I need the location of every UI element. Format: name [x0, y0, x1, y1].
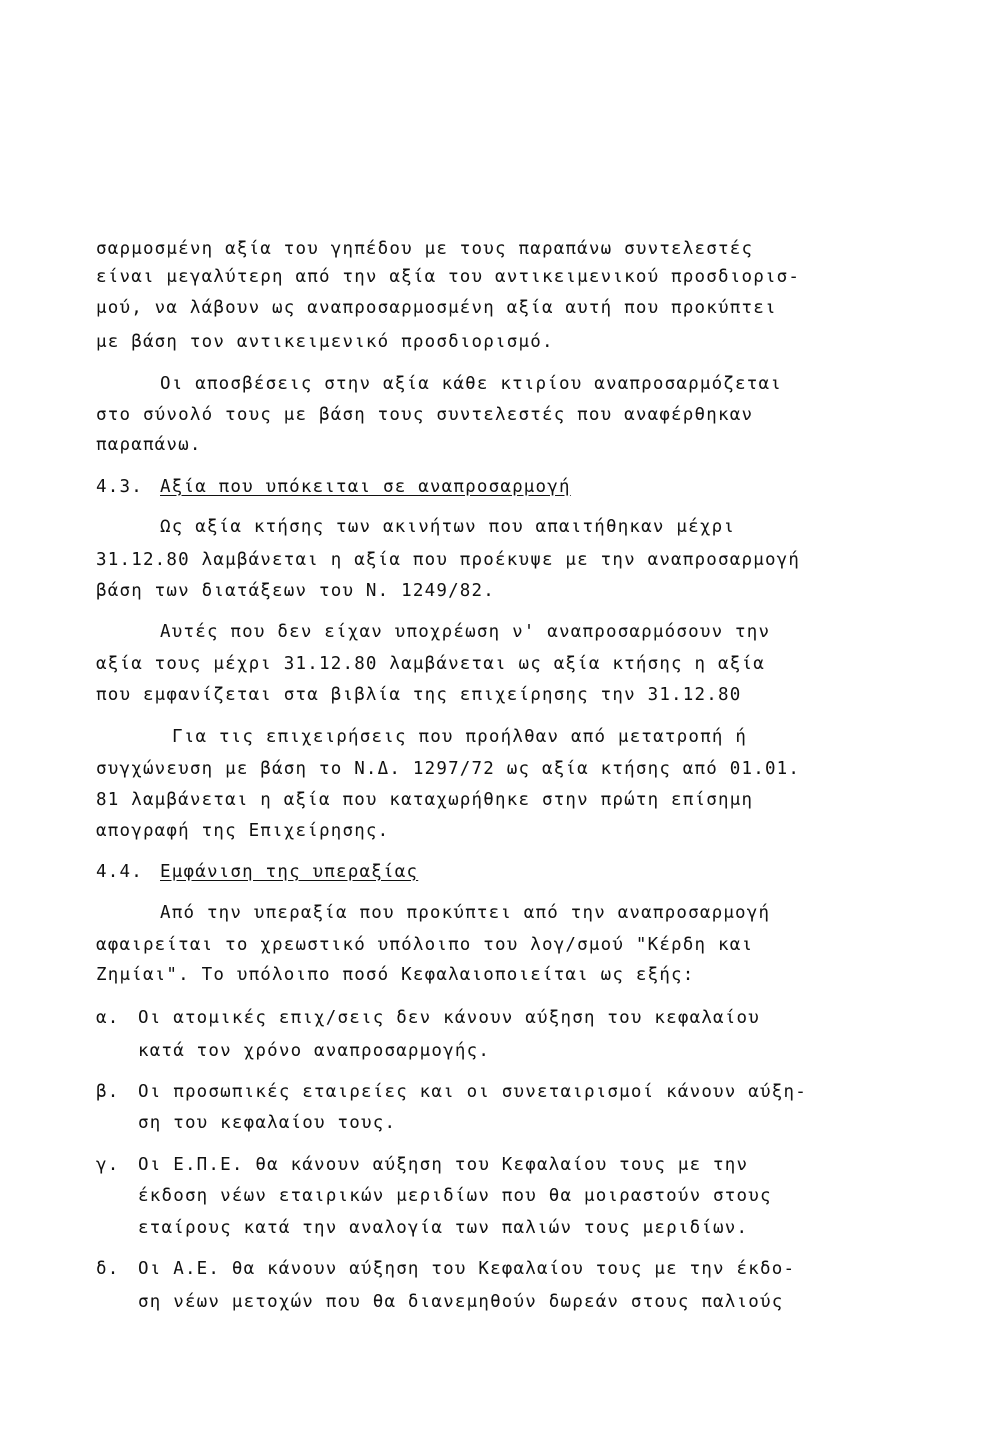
text-line: 31.12.80 λαμβάνεται η αξία που προέκυψε με την αναπροσαρμογή: [96, 550, 801, 570]
list-item-text: εταίρους κατά την αναλογία των παλιών τους μεριδίων.: [138, 1218, 749, 1238]
text-line: είναι μεγαλύτερη από την αξία του αντικειμενικού προσδιορισ-: [96, 267, 801, 287]
text-line: συγχώνευση με βάση το Ν.Δ. 1297/72 ως αξία κτήσης από 01.01.: [96, 759, 801, 779]
list-item-text: κατά τον χρόνο αναπροσαρμογής.: [138, 1041, 491, 1061]
list-item-text: Οι προσωπικές εταιρείες και οι συνεταιρισμοί κάνουν αύξη-: [138, 1082, 807, 1102]
text-line: με βάση τον αντικειμενικό προσδιορισμό.: [96, 332, 554, 352]
section-number: 4.3.: [96, 477, 143, 497]
list-item-text: Οι ατομικές επιχ/σεις δεν κάνουν αύξηση του κεφαλαίου: [138, 1008, 761, 1028]
text-line: που εμφανίζεται στα βιβλία της επιχείρησης την 31.12.80: [96, 685, 742, 705]
text-line: σαρμοσμένη αξία του γηπέδου με τους παραπάνω συντελεστές: [96, 239, 754, 259]
text-line: 81 λαμβάνεται η αξία που καταχωρήθηκε στην πρώτη επίσημη: [96, 790, 754, 810]
list-item-text: Οι Α.Ε. θα κάνουν αύξηση του Κεφαλαίου τους με την έκδο-: [138, 1259, 796, 1279]
list-item-text: ση του κεφαλαίου τους.: [138, 1113, 397, 1133]
text-line: παραπάνω.: [96, 435, 202, 455]
list-marker: β.: [96, 1082, 120, 1102]
text-line: βάση των διατάξεων του Ν. 1249/82.: [96, 581, 496, 601]
section-heading: Εμφάνιση της υπεραξίας: [160, 862, 419, 882]
text-line: Από την υπεραξία που προκύπτει από την αναπροσαρμογή: [160, 903, 771, 923]
list-marker: α.: [96, 1008, 120, 1028]
text-line: Αυτές που δεν είχαν υποχρέωση ν' αναπροσαρμόσουν την: [160, 622, 771, 642]
list-item-text: ση νέων μετοχών που θα διανεμηθούν δωρεάν στους παλιούς: [138, 1292, 784, 1312]
text-line: Οι αποσβέσεις στην αξία κάθε κτιρίου αναπροσαρμόζεται: [160, 374, 783, 394]
text-line: αφαιρείται το χρεωστικό υπόλοιπο του λογ/σμού "Κέρδη και: [96, 935, 754, 955]
list-marker: γ.: [96, 1155, 120, 1175]
text-line: απογραφή της Επιχείρησης.: [96, 821, 390, 841]
section-number: 4.4.: [96, 862, 143, 882]
text-line: στο σύνολό τους με βάση τους συντελεστές που αναφέρθηκαν: [96, 405, 754, 425]
list-item-text: έκδοση νέων εταιρικών μεριδίων που θα μοιραστούν στους: [138, 1186, 772, 1206]
text-line: Ζημίαι". Το υπόλοιπο ποσό Κεφαλαιοποιείται ως εξής:: [96, 965, 695, 985]
list-marker: δ.: [96, 1259, 120, 1279]
section-heading: Αξία που υπόκειται σε αναπροσαρμογή: [160, 477, 571, 497]
text-line: Ως αξία κτήσης των ακινήτων που απαιτήθηκαν μέχρι: [160, 517, 736, 537]
list-item-text: Οι Ε.Π.Ε. θα κάνουν αύξηση του Κεφαλαίου τους με την: [138, 1155, 749, 1175]
text-line: Για τις επιχειρήσεις που προήλθαν από μετατροπή ή: [172, 727, 748, 747]
text-line: αξία τους μέχρι 31.12.80 λαμβάνεται ως αξία κτήσης η αξία: [96, 654, 765, 674]
text-line: μού, να λάβουν ως αναπροσαρμοσμένη αξία αυτή που προκύπτει: [96, 298, 777, 318]
